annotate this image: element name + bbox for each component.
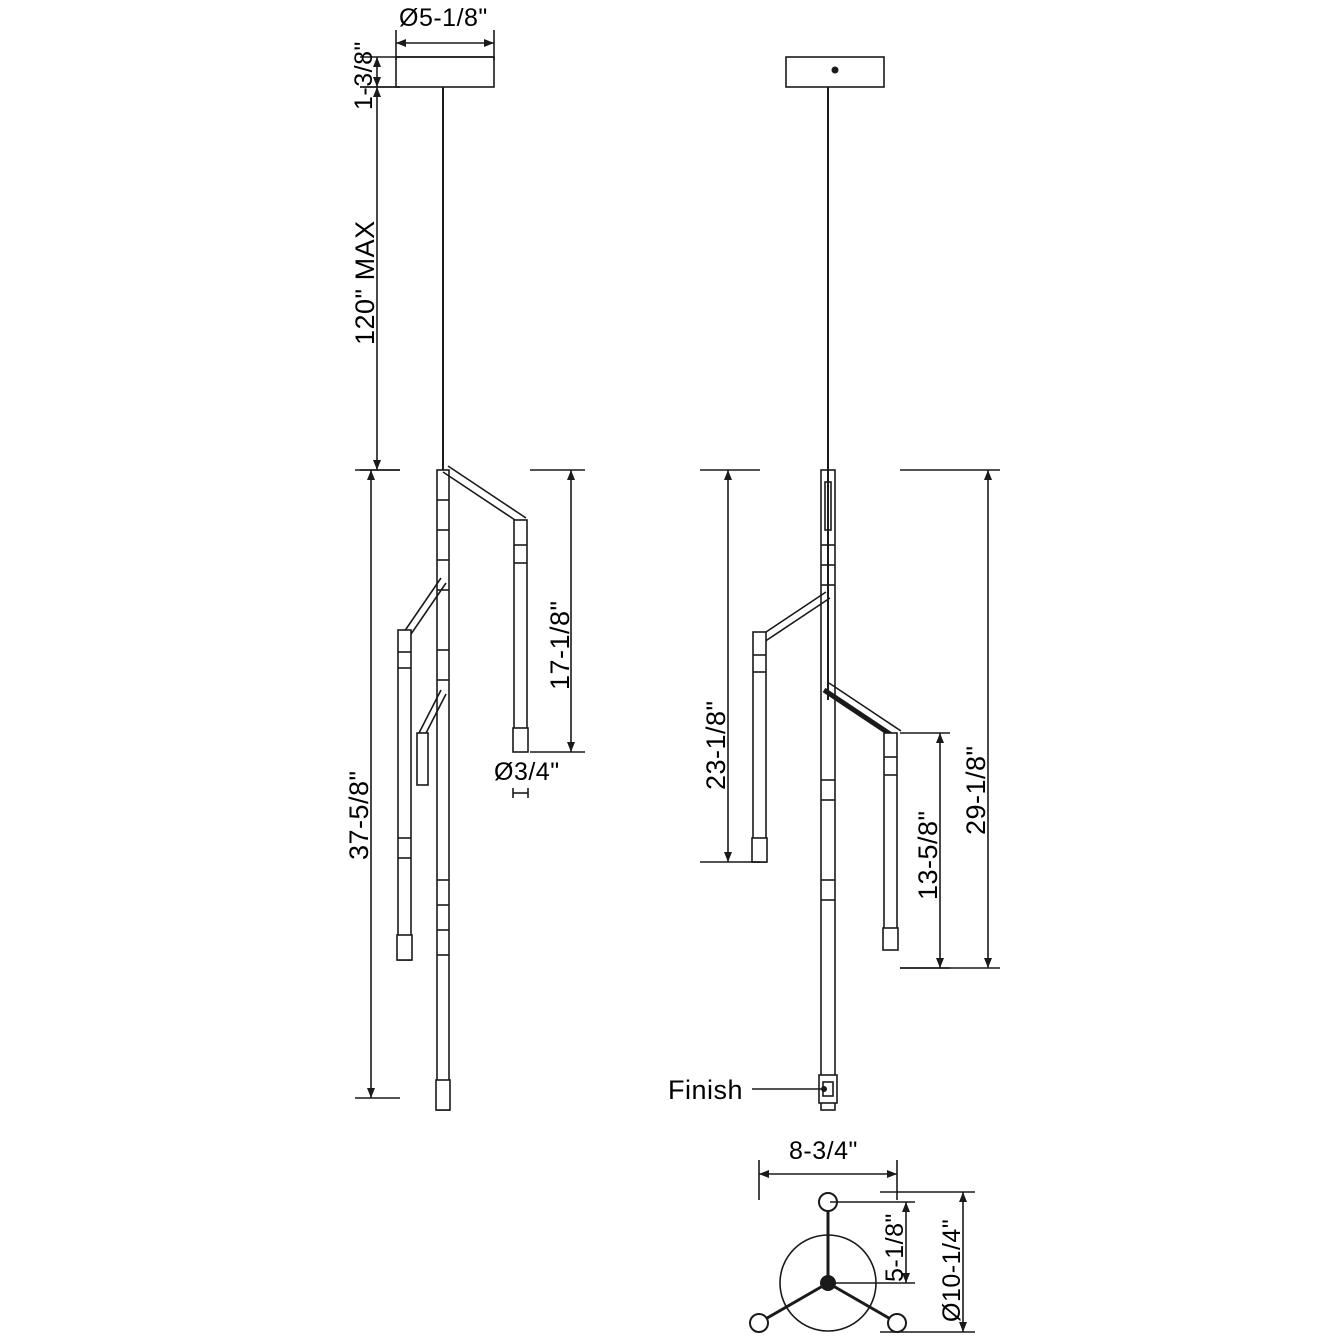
dim-label-canopy-diameter: Ø5-1/8"	[399, 4, 488, 32]
front-left-rod-lower	[417, 733, 428, 785]
side-left-rod	[752, 632, 767, 862]
finish-leader	[752, 1086, 827, 1092]
front-arm-right	[443, 466, 526, 524]
dim-label-plan-width: 8-3/4"	[789, 1137, 858, 1165]
front-left-rod-upper	[397, 630, 412, 960]
dim-label-side-overall: 29-1/8"	[961, 745, 991, 835]
dim-label-canopy-height: 1-3/8"	[350, 41, 378, 110]
dim-canopy-diameter	[396, 30, 494, 60]
dim-label-right-drop: 17-1/8"	[545, 600, 575, 690]
side-right-rod	[883, 733, 898, 950]
dim-rod-diameter	[513, 788, 528, 798]
dim-side-upper	[700, 470, 760, 862]
side-canopy	[786, 57, 884, 87]
front-center-rod	[436, 470, 450, 1110]
dim-label-plan-arm: 5-1/8"	[881, 1213, 909, 1282]
front-canopy	[396, 57, 494, 87]
dim-label-side-upper: 23-1/8"	[701, 700, 731, 790]
dim-label-side-lower: 13-5/8"	[913, 810, 943, 900]
dim-label-rod-diameter: Ø3/4"	[494, 758, 560, 786]
dim-label-max-drop: 120" MAX	[350, 220, 380, 345]
side-arm-left	[760, 592, 830, 642]
front-right-rod	[513, 520, 528, 752]
finish-label: Finish	[668, 1075, 744, 1105]
dim-label-front-overall: 37-5/8"	[344, 770, 374, 860]
dim-label-plan-diameter: Ø10-1/4"	[938, 1218, 966, 1322]
